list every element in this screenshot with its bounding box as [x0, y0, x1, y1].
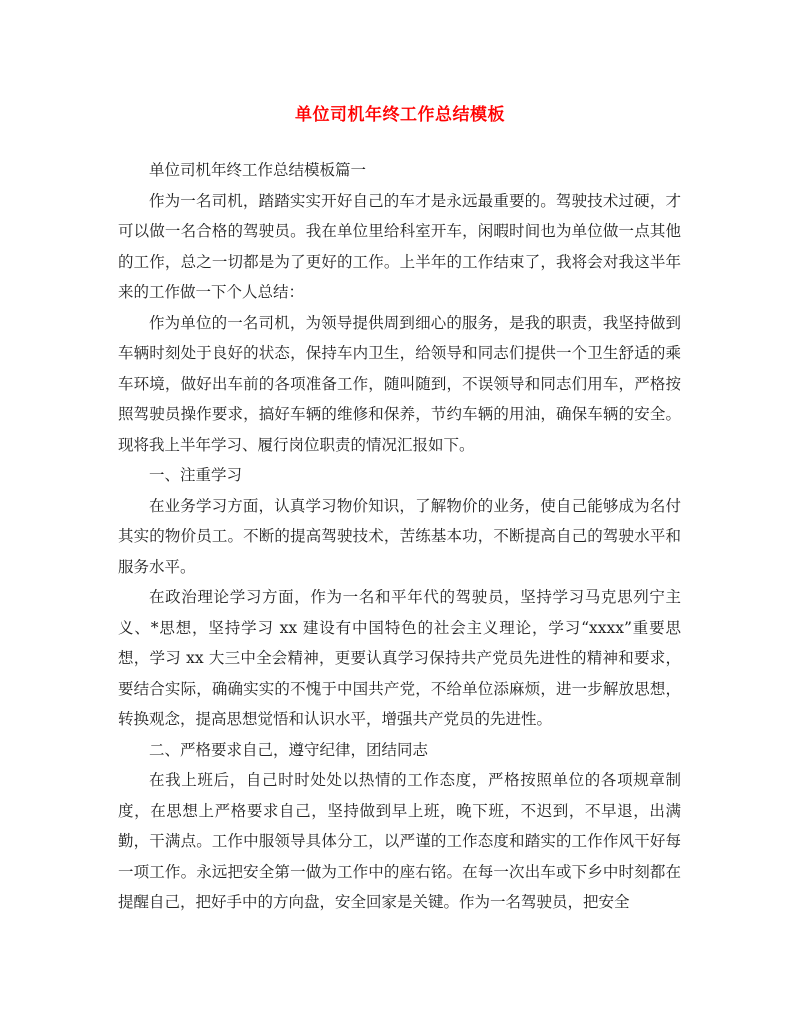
document-title: 单位司机年终工作总结模板 — [295, 105, 505, 125]
body-paragraph: 在我上班后，自己时时处处以热情的工作态度，严格按照单位的各项规章制度，在思想上严格要求自己，坚持做到早上班，晚下班，不迟到，不早退，出满勤，干满点。工作中服领导具体分工，以严谨的工作态度和踏实的工作作风干好每一项工作。永远把安全第一做为工作中的座右铭。在每一次出车或下乡中时刻都在提醒自己，把好手中的方向盘，安全回家是关键。作为一名驾驶员，把安全 — [118, 771, 681, 911]
section-heading: 一、注重学习 — [149, 466, 243, 484]
body-paragraph: 作为一名司机，踏踏实实开好自己的车才是永远最重要的。驾驶技术过硬，才可以做一名合格的驾驶员。我在单位里给科室开车，闲暇时间也为单位做一点其他的工作，总之一切都是为了更好的工作。上半年的工作结束了，我将会对我这半年来的工作做一下个人总结： — [118, 191, 681, 301]
body-paragraph: 在政治理论学习方面，作为一名和平年代的驾驶员，坚持学习马克思列宁主义、*思想，坚持学习 xx 建设有中国特色的社会主义理论，学习“xxxx”重要思想，学习 xx 大三中全会精神，更要认真学习保持共产党员先进性的精神和要求，要结合实际，确确实实的不愧于中国共产党，不给单位添麻烦，进一步解放思想，转换观念，提高思想觉悟和认识水平，增强共产党员的先进性。 — [118, 588, 681, 728]
body-paragraph: 在业务学习方面，认真学习物价知识，了解物价的业务，使自己能够成为名付其实的物价员工。不断的提高驾驶技术，苦练基本功，不断提高自己的驾驶水平和服务水平。 — [118, 496, 681, 576]
document-body — [118, 155, 681, 918]
body-paragraph: 作为单位的一名司机，为领导提供周到细心的服务，是我的职责，我坚持做到车辆时刻处于良好的状态，保持车内卫生，给领导和同志们提供一个卫生舒适的乘车环境，做好出车前的各项准备工作，随叫随到，不误领导和同志们用车，严格按照驾驶员操作要求，搞好车辆的维修和保养，节约车辆的用油，确保车辆的安全。现将我上半年学习、履行岗位职责的情况汇报如下。 — [118, 313, 681, 454]
section-heading: 单位司机年终工作总结模板篇一 — [149, 161, 367, 179]
section-heading: 二、严格要求自己，遵守纪律，团结同志 — [149, 740, 429, 759]
